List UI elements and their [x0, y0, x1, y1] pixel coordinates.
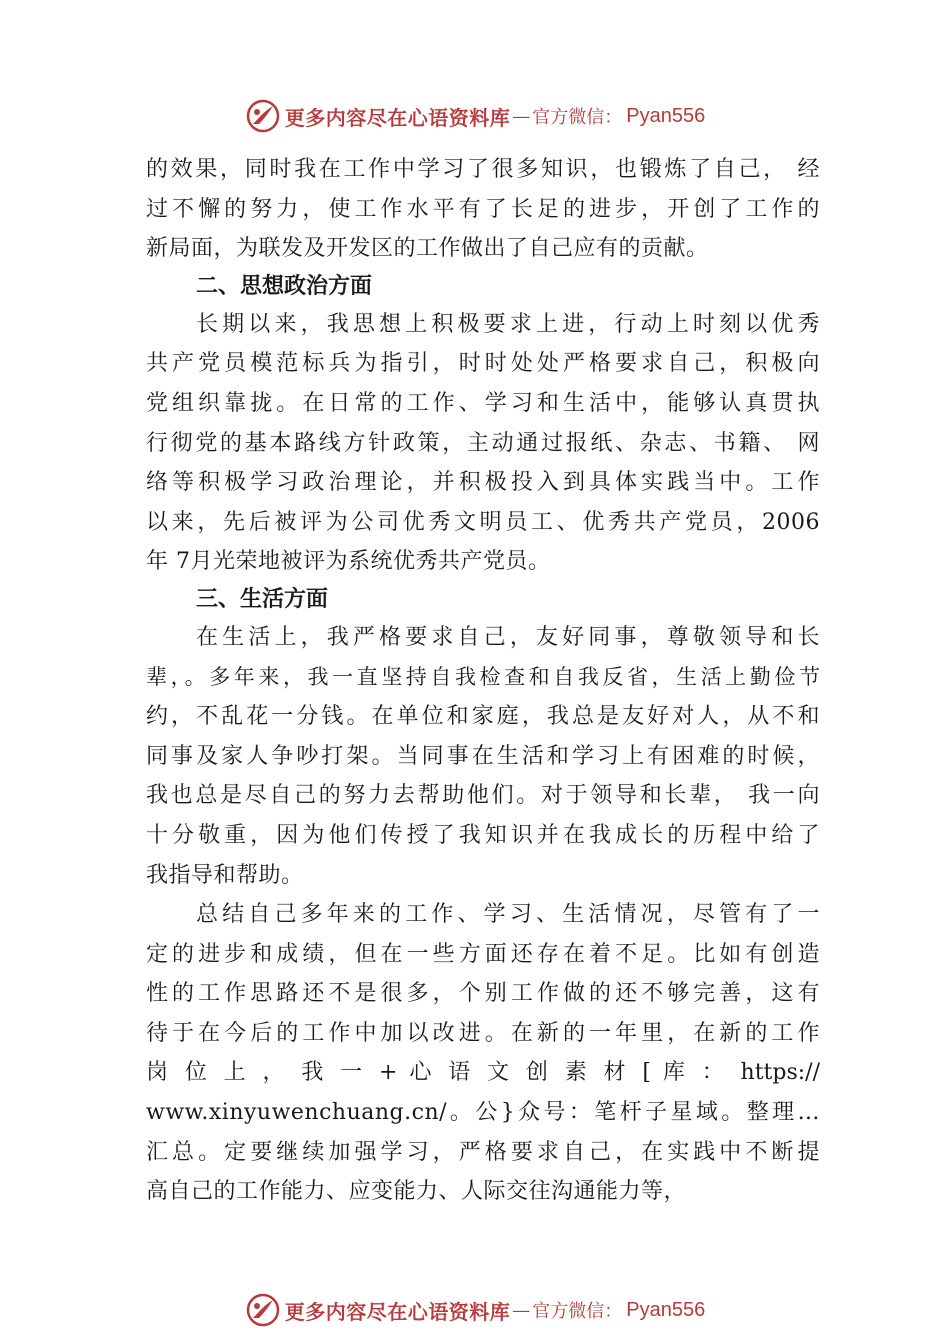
banner-dash: —: [512, 105, 531, 127]
text-line: 汇总。定要继续加强学习，严格要求自己，在实践中不断提: [146, 1139, 820, 1165]
text-line: 我指导和帮助。: [146, 862, 304, 888]
text-line: 我也总是尽自己的努力去帮助他们。对于领导和长辈， 我一向: [146, 783, 820, 809]
text-line: 性的工作思路还不是很多，个别工作做的还不够完善，这有: [146, 981, 820, 1007]
document-body: [146, 150, 820, 1212]
text-line: 高自己的工作能力、应变能力、人际交往沟通能力等，: [146, 1179, 687, 1205]
brush-logo-icon: [245, 98, 281, 134]
text-line: 络等积极学习政治理论，并积极投入到具体实践当中。工作: [146, 470, 820, 496]
text-line: 十分敬重，因为他们传授了我知识并在我成长的历程中给了: [146, 822, 820, 848]
text-line: 待于在今后的工作中加以改进。在新的一年里，在新的工作: [146, 1020, 820, 1046]
banner-title: 更多内容尽在心语资料库: [284, 105, 511, 130]
text-line: 党组织靠拢。在日常的工作、学习和生活中，能够认真贯执: [146, 390, 820, 416]
text-line: 共产党员模范标兵为指引，时时处处严格要求自己，积极向: [146, 351, 820, 377]
section-heading: 三、生活方面: [196, 586, 329, 612]
text-line: 辈，。多年来，我一直坚持自我检查和自我反省，生活上勤俭节: [146, 664, 820, 689]
brush-logo-icon: [245, 1292, 281, 1328]
text-line: 的效果，同时我在工作中学习了很多知识，也锻炼了自己， 经: [146, 157, 820, 182]
text-line: www.xinyuwenchuang.cn/。公}众号：笔杆子星域。整理…: [146, 1100, 820, 1126]
text-line: 约，不乱花一分钱。在单位和家庭，我总是友好对人，从不和: [146, 704, 820, 730]
text-line: 新局面，为联发及开发区的工作做出了自己应有的贡献。: [146, 236, 709, 262]
text-line: 行彻党的基本路线方针政策，主动通过报纸、杂志、书籍、 网: [146, 430, 820, 456]
banner-title: 更多内容尽在心语资料库: [284, 1299, 511, 1324]
banner-label: 官方微信：: [532, 107, 623, 128]
text-line: 定的进步和成绩，但在一些方面还存在着不足。比如有创造: [146, 941, 820, 967]
banner-wechat-id: Pyan556: [626, 104, 706, 127]
banner-wechat-id: Pyan556: [626, 1298, 706, 1321]
text-line: 以来，先后被评为公司优秀文明员工、优秀共产党员，2006: [146, 509, 820, 535]
text-line: 在生活上，我严格要求自己，友好同事，尊敬领导和长: [196, 624, 820, 650]
text-line: 总结自己多年来的工作、学习、生活情况，尽管有了一: [196, 902, 820, 928]
text-line: 年 7月光荣地被评为系统优秀共产党员。: [146, 549, 551, 575]
text-line: 岗 位 上 ， 我 一 + 心 语 文 创 素 材 [ 库 ： https://: [146, 1060, 820, 1086]
section-heading: 二、思想政治方面: [196, 273, 373, 299]
header-banner: [0, 96, 950, 136]
text-line: 过不懈的努力，使工作水平有了长足的进步，开创了工作的: [146, 196, 820, 222]
text-line: 长期以来，我思想上积极要求上进，行动上时刻以优秀: [196, 311, 820, 337]
footer-banner: [0, 1290, 950, 1330]
text-line: 同事及家人争吵打架。当同事在生活和学习上有困难的时候，: [146, 743, 820, 769]
banner-label: 官方微信：: [532, 1301, 623, 1322]
banner-dash: —: [512, 1299, 531, 1321]
